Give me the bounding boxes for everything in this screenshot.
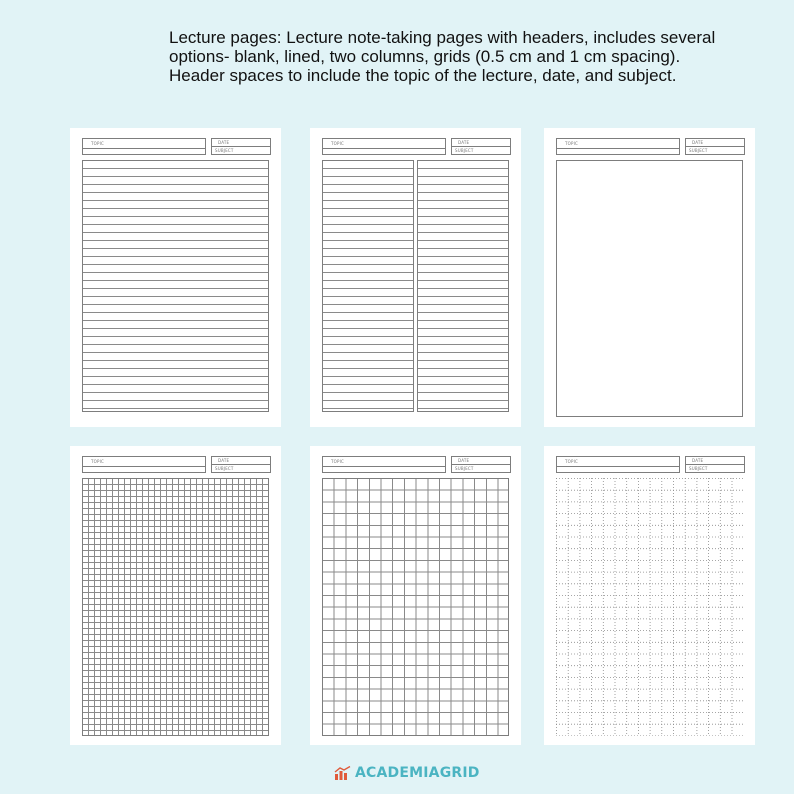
topic-label: TOPIC	[331, 141, 344, 146]
grid-area-small	[82, 478, 269, 736]
date-subject-field	[211, 138, 271, 155]
date-label: DATE	[218, 140, 230, 145]
page-grid-small	[70, 446, 281, 745]
date-label: DATE	[458, 140, 470, 145]
topic-field	[322, 456, 446, 473]
dot-grid-pattern	[556, 478, 743, 736]
topic-label: TOPIC	[565, 141, 578, 146]
topic-label: TOPIC	[331, 459, 344, 464]
left-column	[322, 160, 414, 412]
date-subject-field	[685, 456, 745, 473]
page-blank	[544, 128, 755, 427]
page-grid-large	[310, 446, 521, 745]
date-label: DATE	[458, 458, 470, 463]
subject-label: SUBJECT	[455, 466, 474, 471]
date-subject-field	[451, 138, 511, 155]
topic-field	[82, 138, 206, 155]
subject-label: SUBJECT	[689, 148, 708, 153]
bar-chart-icon	[334, 766, 351, 780]
topic-label: TOPIC	[91, 459, 104, 464]
topic-field	[322, 138, 446, 155]
subject-label: SUBJECT	[215, 148, 234, 153]
right-column	[417, 160, 509, 412]
topic-field	[82, 456, 206, 473]
subject-label: SUBJECT	[689, 466, 708, 471]
topic-field	[556, 456, 680, 473]
subject-label: SUBJECT	[455, 148, 474, 153]
brand-logo	[334, 764, 480, 782]
date-subject-field	[685, 138, 745, 155]
blank-area	[556, 160, 743, 417]
date-subject-field	[451, 456, 511, 473]
page-lined	[70, 128, 281, 427]
date-label: DATE	[692, 140, 704, 145]
topic-field	[556, 138, 680, 155]
subject-label: SUBJECT	[215, 466, 234, 471]
date-subject-field	[211, 456, 271, 473]
brand-name: ACADEMIAGRID	[355, 765, 480, 781]
date-label: DATE	[218, 458, 230, 463]
page-dot-grid	[544, 446, 755, 745]
two-column-area	[322, 160, 509, 412]
product-description: Lecture pages: Lecture note-taking pages with headers, includes several options- blank, lined, two columns, grids (0.5 cm and 1 cm spacing). Header spaces to include the topic of the lecture, date, and subject.	[169, 28, 716, 85]
lined-area	[82, 160, 269, 412]
dot-grid-area	[556, 478, 743, 736]
topic-label: TOPIC	[565, 459, 578, 464]
topic-label: TOPIC	[91, 141, 104, 146]
date-label: DATE	[692, 458, 704, 463]
page-two-columns	[310, 128, 521, 427]
grid-area-large	[322, 478, 509, 736]
